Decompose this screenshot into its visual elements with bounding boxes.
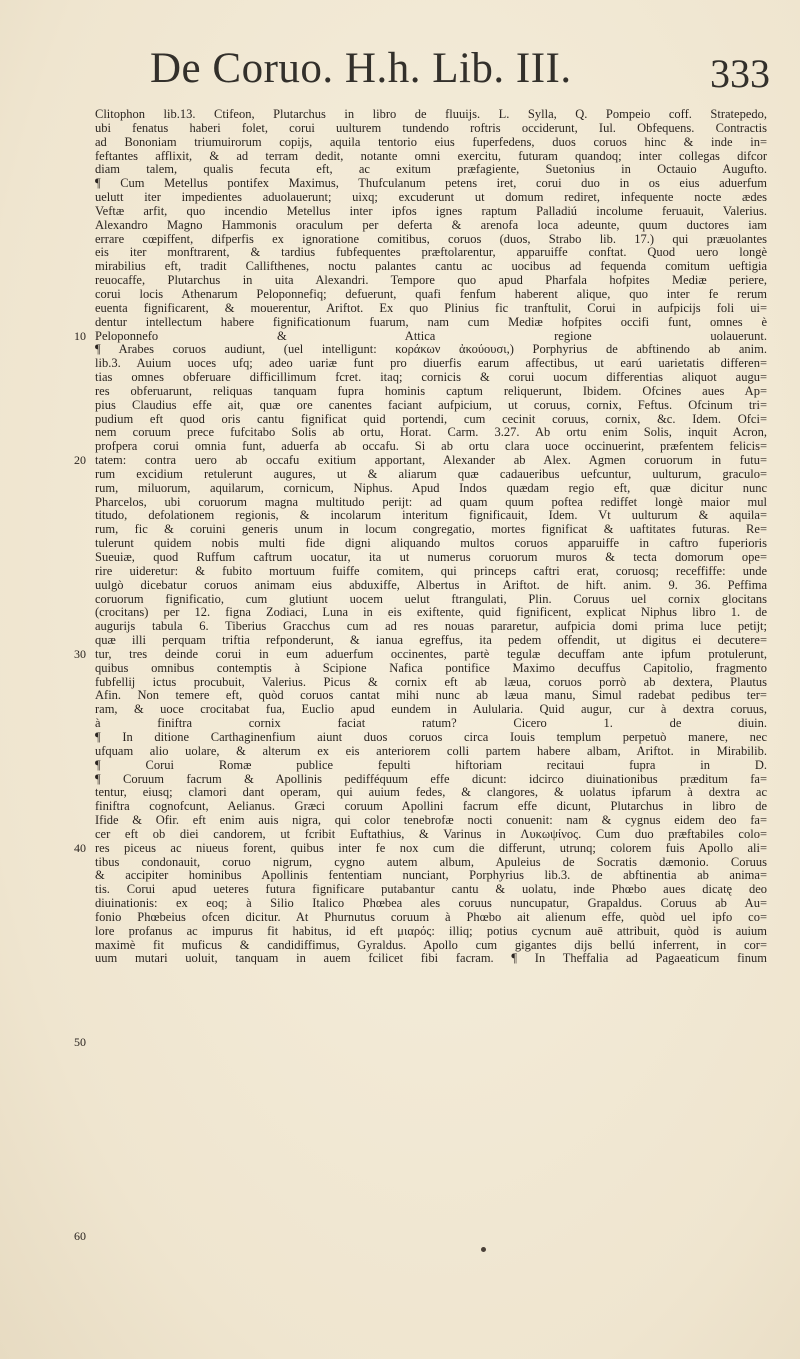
text-line: rire uideretur: & fubito mortuum fuiffe comitem, qui princeps caftri erat, coruosq; receffiffe: unde (95, 564, 767, 578)
text-line: reuocaffe, Plutarchus in uita Alexandri. Tempore quo apud Pharfala hofpites Mediæ periere, (95, 274, 767, 288)
margin-line-number: 10 (74, 328, 86, 343)
margin-line-number: 50 (74, 1034, 86, 1049)
text-line: feftantes afflixit, & ad terram dedit, notante omni exercitu, futuram quandoq; inter collegas difcor (95, 149, 767, 163)
margin-line-number: 20 (74, 453, 86, 468)
text-line: ¶ In ditione Carthaginenfium aiunt duos coruos circa Iouis templum perpetuò manere, nec (95, 730, 767, 744)
text-line: rum, fic & coruini generis unum in locum congregatio, mortes fignificat & uaftitates futuras. Re= (95, 523, 767, 537)
text-line: ¶ Corui Romæ publice fepulti hiftoriam recitaui fupra in D. (95, 758, 767, 772)
text-line: pius Claudius effe ait, quæ ore canentes faciant aufpicium, ut coruus, cornix, Feftus. Ofcinum tri= (95, 398, 767, 412)
text-line: fonio Phœbeius ofcen dicitur. At Phurnutus coruum à Phœbo ait alienum effe, quòd uel ipfo co= (95, 910, 767, 924)
text-line: lib.3. Auium uoces ufq; adeo uariæ funt pro diuerfis earum affectibus, ut earú uarietatis differen= (95, 357, 767, 371)
text-line: uelutt iter impedientes aduolauerunt; uixq; excuderunt ut domum rediret, infequente nocte ædes (95, 191, 767, 205)
text-line: diuinationis: ex eoq; à Silio Italico Phœbea ales coruus nuncupatur, Grapaldus. Coruus ab Au= (95, 897, 767, 911)
text-line: res obferuarunt, reliquas tanquam fupra hominis captum reliquerunt, Ibidem. Ofcines aues Ap= (95, 384, 767, 398)
text-line: Clitophon lib.13. Ctifeon, Plutarchus in libro de fluuijs. L. Sylla, Q. Pompeio coff. Stratepedo, (95, 108, 767, 121)
text-line: euenta fignificarent, & mouerentur, Ariftot. Ex quo Plinius fic tranftulit, Corui in aufpicijs foli ui= (95, 301, 767, 315)
text-line: tentur, eiusq; clamori dant operam, qui auium fedes, & clangores, & uolatus ipfarum à dextra ac (95, 786, 767, 800)
text-line: corui locis Athenarum Peloponnefiq; defuerunt, quafi fenfum haberent alique, quo inter fe rerum (95, 287, 767, 301)
text-line: cer eft ob diei candorem, ut fcribit Euftathius, & Varinus in Λυκωψίνος. Cum duo præftabiles colo= (95, 827, 767, 841)
text-line: tulerunt quidem nobis multi fide digni aliquando multos coruos apparuiffe in caftro fuperioris (95, 537, 767, 551)
text-line: Peloponnefo & Attica regione uolauerunt. (95, 329, 767, 343)
ink-dot (481, 1247, 486, 1252)
text-line: errare cœpiffent, difperfis ex ignoratione comitibus, coruos (duos, Strabo lib. 17.) qui præuolantes (95, 232, 767, 246)
text-line: rum, miluorum, aquilarum, cornicum, Niphus. Apud Indos quædam regio eft, quæ dicitur nunc (95, 481, 767, 495)
text-line: eis iter monftrarent, & tardius fubfequentes præftolarentur, apparuiffe conftat. Quod uero longè (95, 246, 767, 260)
text-line: Afin. Non temere eft, quòd coruos cantat mihi nunc ab læua manu, Simul radebat pedibus ter= (95, 689, 767, 703)
text-line: tatem: contra uero ab occafu exitium apportant, Alexander ab Alex. Agmen coruorum in futu= (95, 454, 767, 468)
text-line: augurijs tabula 6. Tiberius Gracchus cum ad res nouas pararetur, aufpicia domi prima luce petijt; (95, 620, 767, 634)
text-line: tias omnes obferuare difficillimum fcret. itaq; cornicis & corui uocum differentias aliquot augu= (95, 371, 767, 385)
text-line: fubfellij ictus procubuit, Valerius. Picus & cornix eft ab læua, coruos porrò ab dextera, Plautus (95, 675, 767, 689)
text-line: ¶ Coruum facrum & Apollinis pedifféquum effe dicunt: idcirco diuinationibus præditum fa= (95, 772, 767, 786)
text-line: quæ illi perquam triftia refponderunt, & ianua egreffus, ita pedem offendit, ut digitus ei decutere= (95, 634, 767, 648)
text-line: res piceus ac niueus forent, quibus inter fe nox cum die differunt, utrunq; colorem fuis Apollo ali= (95, 841, 767, 855)
text-line: ¶ Cum Metellus pontifex Maximus, Thufculanum petens iret, corui duo in os eius aduerfum (95, 177, 767, 191)
page-header (150, 44, 770, 104)
page-number: 333 (710, 51, 770, 96)
text-line: Alexandro Magno Hammonis oraculum per deferta & arenofa loca adeunte, quum ductores iam (95, 218, 767, 232)
text-line: uum mutari uoluit, tanquam in auem fcilicet fibi facram. ¶ In Theffalia ad Pagaeaticum finum (95, 952, 767, 966)
text-line: quibus omnibus contemptis à Scipione Nafica pontifice Maximo decuffus Capitolio, fragmento (95, 661, 767, 675)
text-line: coruorum fignificatio, cum glutiunt uocem uelut ftrangulati, Plin. Coruus uel cornix glocitans (95, 592, 767, 606)
text-line: dentur intellectum habere fignificationum fuarum, nam cum Mediæ hofpites occifi funt, omnes è (95, 315, 767, 329)
text-line: ufquam alio uolare, & alterum ex eis anteriorem colli partem habere albam, Ariftot. in Mirabilib. (95, 744, 767, 758)
text-line: diam talem, qualis fecuta eft, ac exitum præfagiente, Suetonius in Octauio Augufto. (95, 163, 767, 177)
body-text (95, 108, 767, 966)
text-line: ram, & uoce crocitabat fua, Euclio apud eundem in Aulularia. Quid augur, cur à dextra coruus, (95, 703, 767, 717)
text-line: & accipiter hominibus Apollinis fententiam nunciant, Porphyrius lib.3. de abftinentia ab anima= (95, 869, 767, 883)
running-title: De Coruo. H.h. Lib. III. (150, 45, 572, 92)
margin-line-number: 60 (74, 1228, 86, 1243)
text-line: Veftæ arfit, quo incendio Metellus inter ipfos ignes raptum Palladiú incolume feruauit, Valerius. (95, 204, 767, 218)
text-line: rum excidium retulerunt augures, ut & aliarum quæ cadaueribus uefcuntur, uulturum, graculo= (95, 467, 767, 481)
text-line: à finiftra cornix faciat ratum? Cicero 1. de diuin. (95, 717, 767, 731)
text-line: tibus condonauit, coruo nigrum, cygno autem album, Apuleius de Socratis dæmonio. Coruus (95, 855, 767, 869)
text-line: lore profanus ac impurus fit habitus, id eft μιαρός: illiq; potius cycnum auē attribuit, quòd is auium (95, 924, 767, 938)
text-line: finiftra cognofcunt, Aelianus. Græci coruum Apollini facrum effe dicunt, Plutarchus in libro de (95, 800, 767, 814)
text-line: ad Bononiam triumuirorum copijs, aquila tentorio eius fuperfedens, duos coruos hinc & inde in= (95, 135, 767, 149)
text-line: nem coruum prece fufcitabo Solis ab ortu, Horat. Carm. 3.27. Ab ortu enim Solis, inquit Acron, (95, 426, 767, 440)
text-line: tur, tres deinde corui in eum aduerfum occinentes, partè tegulæ decuffam ante ipfum protulerunt, (95, 647, 767, 661)
text-line: maximè fit muficus & candidiffimus, Gyraldus. Apollo cum gigantes dijs bellú inferrent, in cor= (95, 938, 767, 952)
text-line: pudium eft quod oris cantu fignificat quid portendi, cum cecinit coruus, cornix, &c. Idem. Ofci= (95, 412, 767, 426)
text-line: tis. Corui apud ueteres futura fignificare putabantur cantu & uolatu, inde Phœbo aues dicatę deo (95, 883, 767, 897)
text-line: Sueuiæ, quod Ruffum caftrum uocatur, ita ut numerus coruorum muros & tecta domorum ope= (95, 551, 767, 564)
text-line: ubi fenatus haberi folet, corui uulturem tundendo roftris occiderunt, Iul. Obfequens. Contractis (95, 121, 767, 135)
text-line: mirabilius eft, tradit Callifthenes, noctu palantes cantu ac uocibus ad fequenda comitum ueftigia (95, 260, 767, 274)
text-line: uulgò dicebatur coruos animam eius abduxiffe, Albertus in Ariftot. de hift. anim. 9. 36. Peffima (95, 578, 767, 592)
text-line: ¶ Arabes coruos audiunt, (uel intelligunt: κοράκων ἀκούουσι,) Porphyrius de abftinendo ab anim. (95, 343, 767, 357)
text-line: profpera corui omnia funt, aduerfa ab occafu. Si ab ortu clara uoce occinuerint, præfentem felicis= (95, 440, 767, 454)
text-line: Pharcelos, ubi coruorum magna multitudo perijt: ad quam quum poftea rediffet longè maior mul (95, 495, 767, 509)
margin-line-number: 30 (74, 647, 86, 662)
text-line: titudo, defolationem regionis, & incolarum interitum fignificauit, Idem. Vt uulturum & aquila= (95, 509, 767, 523)
margin-line-number: 40 (74, 841, 86, 856)
text-line: (crocitans) per 12. figna Zodiaci, Luna in eis exiftente, quid fignificent, explicat Niphus libro 1. de (95, 606, 767, 620)
text-line: Ifide & Ofir. eft enim auis nigra, qui color tenebrofæ nocti conuenit: nam & cygnus eidem deo fa= (95, 814, 767, 828)
